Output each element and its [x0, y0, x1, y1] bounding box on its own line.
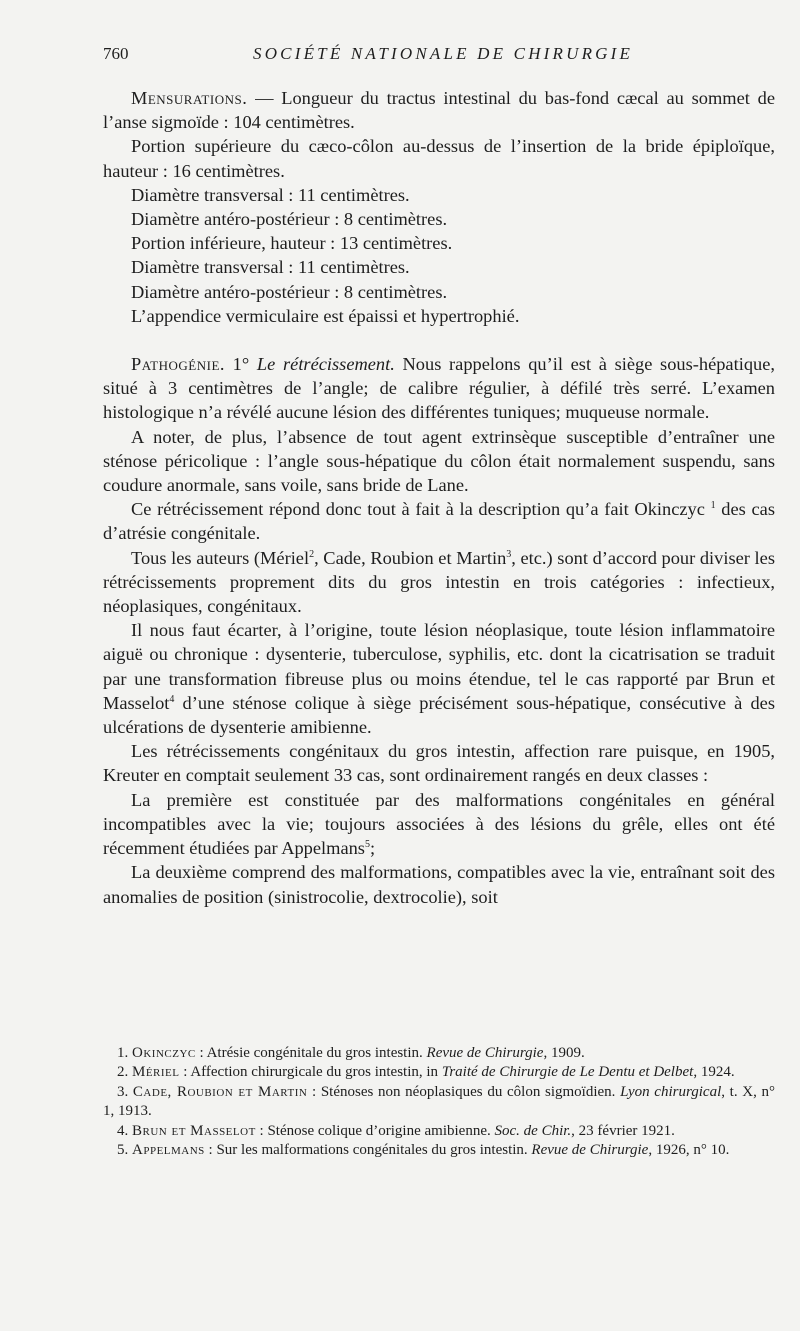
paragraph: Les rétrécissements congénitaux du gros intestin, affection rare puisque, en 1905, Kreuter en comptait seulement 33 cas, sont ordinairement rangés en deux classes :: [103, 741, 775, 786]
footnote: 3. Cade, Roubion et Martin : Sténoses non néoplasiques du côlon sigmoïdien. Lyon chirurgical, t. X, n° 1, 1913.: [103, 1083, 776, 1120]
paragraph: A noter, de plus, l’absence de tout agent extrinsèque susceptible d’entraîner une sténose péricolique : l’angle sous-hépatique du côlon était normalement suspendu, sans coudure anormale, sans voile, sans bride de Lane.: [103, 426, 775, 496]
section-heading: Pathogénie.: [131, 354, 225, 375]
footnote: 2. Mériel : Affection chirurgicale du gros intestin, in Traité de Chirurgie de Le Dentu et Delbet, 1924.: [117, 1064, 735, 1081]
footnote: 4. Brun et Masselot : Sténose colique d’origine amibienne. Soc. de Chir., 23 février 1921.: [117, 1122, 675, 1139]
page-header: [103, 44, 775, 68]
footnote: 5. Appelmans : Sur les malformations congénitales du gros intestin. Revue de Chirurgie, 1926, n° 10.: [117, 1142, 730, 1159]
subsection-title: Le rétrécissement.: [256, 354, 395, 375]
paragraph: La deuxième comprend des malformations, compatibles avec la vie, entraînant soit des anomalies de position (sinistrocolie, dextrocolie), soit: [103, 862, 775, 907]
paragraph: La première est constituée par des malformations congénitales en général incompatibles avec la vie; toujours associées à des lésions du grêle, elles ont été récemment étudiées par Appelmans$^5$;: [103, 789, 775, 859]
paragraph-pathogenie: Pathogénie. 1° Le rétrécissement. Nous rappelons qu’il est à siège sous-hépatique, situé à 3 centimètres de l’angle; de calibre régulier, à défilé très serré. L’examen histologique n’a révélé aucune lésion des différentes tuniques; muqueuse normale.: [103, 354, 775, 423]
footnote-ref: 5: [364, 839, 370, 851]
paragraph: Portion supérieure du cæco-côlon au-dessus de l’insertion de la bride épiploïque, hauteur : 16 centimètres.: [103, 136, 775, 181]
section-heading: Mensurations.: [131, 88, 248, 108]
footnote-ref: 2: [309, 548, 315, 560]
paragraph: Diamètre antéro-postérieur : 8 centimètres.: [131, 209, 448, 230]
page-number: 760: [103, 44, 129, 63]
spacer: [103, 328, 775, 352]
footnote-ref: 3: [506, 548, 512, 560]
paragraph: Ce rétrécissement répond donc tout à fait à la description qu’a fait Okinczyc $^1$ des cas d’atrésie congénitale.: [103, 499, 775, 544]
paragraph-mensurations: Mensurations. — Longueur du tractus intestinal du bas-fond cæcal au sommet de l’anse sigmoïde : 104 centimètres.: [103, 88, 775, 133]
paragraph: Diamètre antéro-postérieur : 8 centimètres.: [131, 281, 448, 302]
footnote-ref: 4: [169, 693, 175, 705]
paragraph: Il nous faut écarter, à l’origine, toute lésion néoplasique, toute lésion inflammatoire aiguë ou chronique : dysenterie, tuberculose, syphilis, etc. dont la cicatrisation se traduit par une transformation fibreuse plus ou moins étendue, tel le cas rapporté par Brun et Masselot$^4$ d’une sténose colique à siège précisément sous-hépatique, consécutive à des ulcérations de dysenterie amibienne.: [103, 620, 775, 738]
paragraph: Diamètre transversal : 11 centimètres.: [131, 257, 410, 278]
footnotes: [103, 1044, 775, 1160]
paragraph: L’appendice vermiculaire est épaissi et hypertrophié.: [131, 305, 520, 326]
paragraph: Portion inférieure, hauteur : 13 centimètres.: [131, 233, 453, 254]
running-title: SOCIÉTÉ NATIONALE DE CHIRURGIE: [253, 44, 634, 63]
main-text: [103, 86, 775, 909]
footnote: 1. Okinczyc : Atrésie congénitale du gros intestin. Revue de Chirurgie, 1909.: [117, 1045, 585, 1061]
footnote-ref: 1: [710, 500, 716, 512]
paragraph: Tous les auteurs (Mériel$^2$, Cade, Roubion et Martin$^3$, etc.) sont d’accord pour diviser les rétrécissements proprement dits du gros intestin en trois catégories : infectieux, néoplasiques, congénitaux.: [103, 547, 775, 617]
paragraph: Diamètre transversal : 11 centimètres.: [131, 184, 410, 205]
